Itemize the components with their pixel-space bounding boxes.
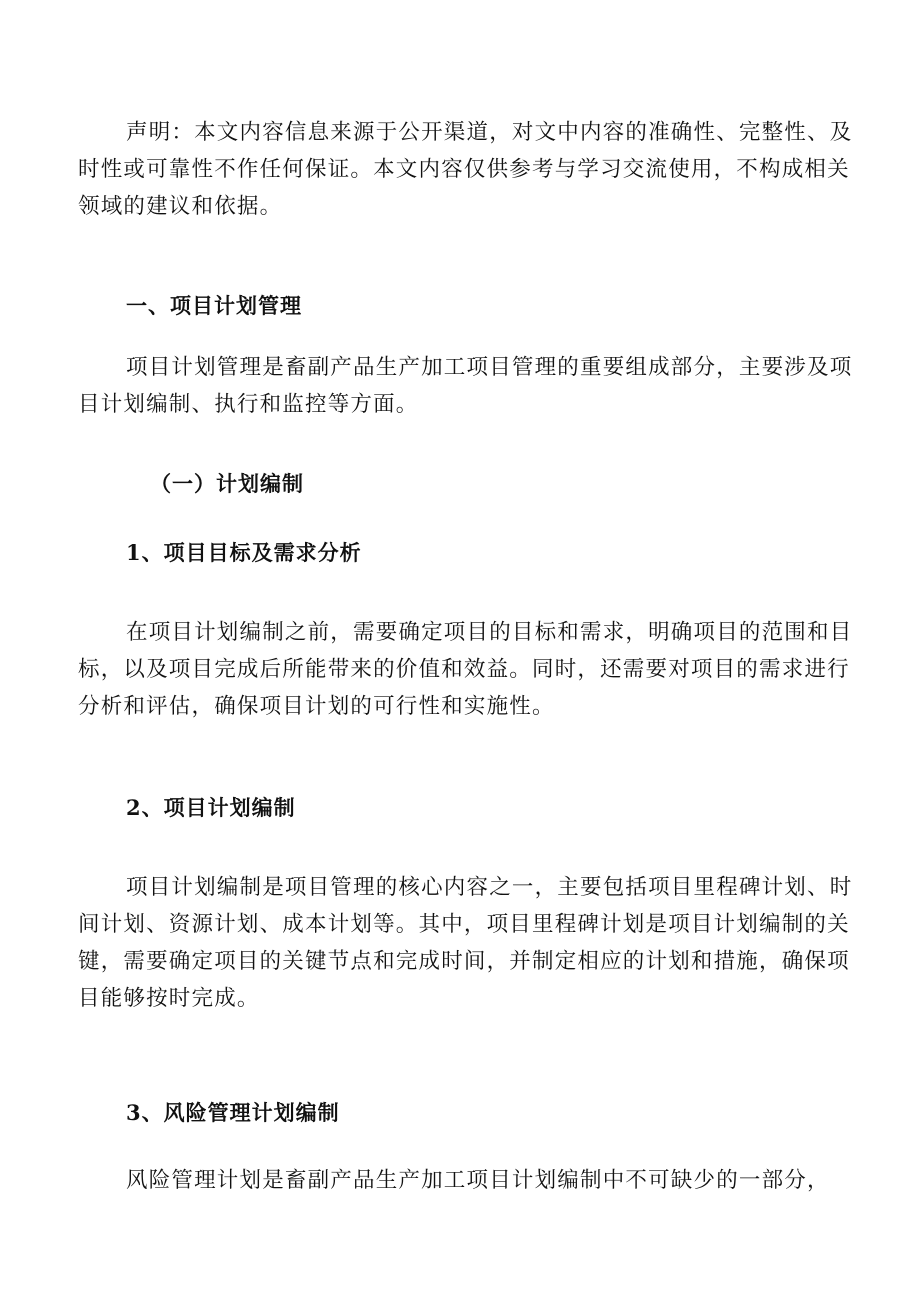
item-1-title: 1、项目目标及需求分析 xyxy=(126,540,362,565)
item-3-title: 3、风险管理计划编制 xyxy=(126,1100,340,1125)
item-2-paragraph: 项目计划编制是项目管理的核心内容之一，主要包括项目里程碑计划、时间计划、资源计划、成本计划等。其中，项目里程碑计划是项目计划编制的关键，需要确定项目的关键节点和完成时间，并制定相应的计划和措施，确保项目能够按时完成。 xyxy=(78,875,853,1011)
item-2-title: 2、项目计划编制 xyxy=(126,795,296,820)
section-intro-paragraph: 项目计划管理是畜副产品生产加工项目管理的重要组成部分，主要涉及项目计划编制、执行和监控等方面。 xyxy=(78,355,853,417)
item-3-paragraph: 风险管理计划是畜副产品生产加工项目计划编制中不可缺少的一部分， xyxy=(126,1168,830,1193)
item-1-paragraph: 在项目计划编制之前，需要确定项目的目标和需求，明确项目的范围和目标，以及项目完成后所能带来的价值和效益。同时，还需要对项目的需求进行分析和评估，确保项目计划的可行性和实施性。 xyxy=(78,620,853,719)
section-title: 一、项目计划管理 xyxy=(126,294,302,318)
subsection-title: （一）计划编制 xyxy=(150,471,304,496)
disclaimer-paragraph: 声明：本文内容信息来源于公开渠道，对文中内容的准确性、完整性、及时性或可靠性不作任何保证。本文内容仅供参考与学习交流使用，不构成相关领域的建议和依据。 xyxy=(78,120,853,219)
